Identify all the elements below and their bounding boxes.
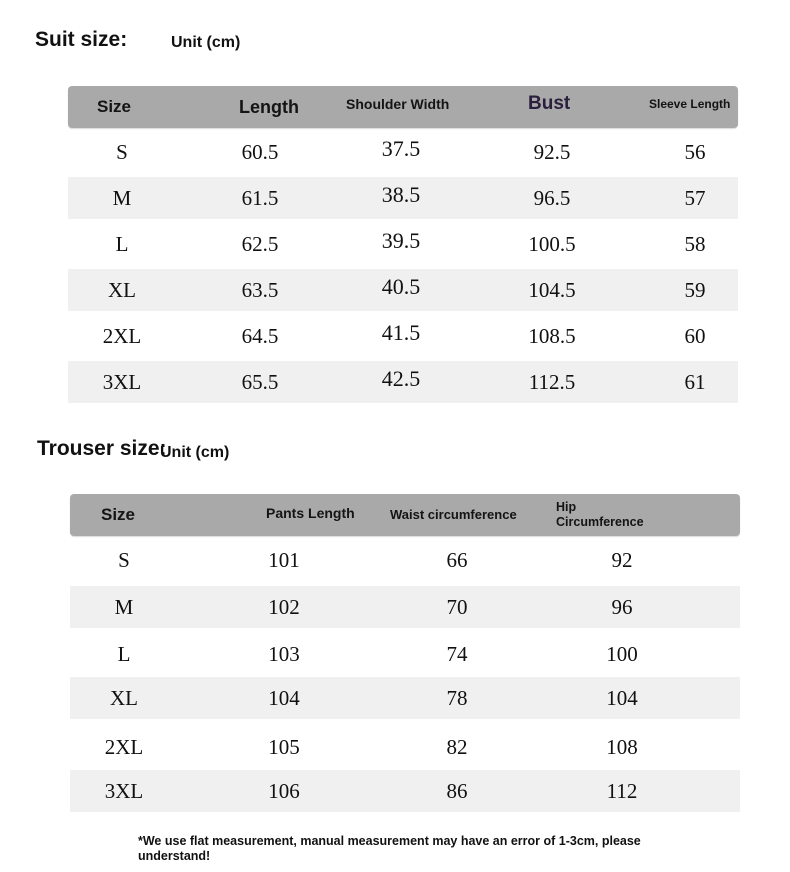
trouser-table-header (70, 494, 740, 536)
trouser-cell-hip: 108 (606, 735, 638, 759)
trouser-cell-hip: 100 (606, 642, 638, 666)
measurement-note: *We use flat measurement, manual measurement may have an error of 1-3cm, please understand! (138, 834, 641, 863)
table-row (68, 177, 738, 219)
suit-cell-shoulder: 37.5 (381, 136, 421, 161)
suit-cell-size: L (115, 232, 129, 256)
suit-table-header (68, 86, 738, 128)
trouser-cell-size: 2XL (104, 735, 144, 759)
trouser-header-pants-length: Pants Length (266, 505, 355, 521)
trouser-cell-waist: 66 (446, 548, 468, 572)
suit-header-bust: Bust (528, 93, 571, 114)
suit-cell-sleeve: 57 (684, 186, 706, 210)
trouser-cell-waist: 86 (446, 779, 468, 803)
suit-cell-shoulder: 38.5 (381, 182, 421, 207)
suit-cell-sleeve: 60 (684, 324, 706, 348)
trouser-cell-pants-length: 102 (268, 595, 300, 619)
trouser-size-title: Trouser size: (37, 437, 167, 460)
trouser-cell-waist: 78 (446, 686, 468, 710)
suit-cell-length: 64.5 (241, 324, 279, 348)
trouser-cell-waist: 82 (446, 735, 468, 759)
trouser-size-table (70, 494, 740, 812)
suit-cell-bust: 112.5 (528, 370, 576, 394)
suit-cell-size: 3XL (102, 370, 142, 394)
trouser-header-waist: Waist circumference (390, 507, 517, 522)
trouser-header-circumference: Circumference (556, 515, 644, 529)
trouser-cell-size: M (114, 595, 134, 619)
suit-header-size: Size (97, 97, 132, 116)
table-row (70, 539, 740, 581)
trouser-cell-waist: 74 (446, 642, 468, 666)
suit-cell-length: 63.5 (241, 278, 279, 302)
suit-cell-bust: 104.5 (528, 278, 576, 302)
trouser-unit-label: Unit (cm) (160, 444, 230, 461)
suit-cell-size: M (112, 186, 132, 210)
trouser-cell-hip: 96 (611, 595, 633, 619)
suit-cell-sleeve: 58 (684, 232, 706, 256)
suit-header-length: Length (239, 97, 299, 117)
table-row (68, 223, 738, 265)
trouser-cell-pants-length: 105 (268, 735, 300, 759)
suit-header-shoulder-width: Shoulder Width (346, 96, 450, 112)
suit-cell-size: XL (108, 278, 136, 302)
suit-cell-bust: 92.5 (533, 140, 571, 164)
suit-cell-length: 65.5 (241, 370, 279, 394)
table-row (68, 131, 738, 173)
suit-cell-length: 60.5 (241, 140, 279, 164)
table-row (70, 770, 740, 812)
trouser-header-size: Size (101, 505, 136, 524)
trouser-cell-pants-length: 104 (268, 686, 300, 710)
suit-cell-length: 62.5 (241, 232, 279, 256)
suit-cell-size: 2XL (102, 324, 142, 348)
table-row (68, 315, 738, 357)
suit-cell-shoulder: 41.5 (381, 320, 421, 345)
table-row (70, 586, 740, 628)
suit-cell-bust: 108.5 (528, 324, 576, 348)
trouser-cell-pants-length: 103 (268, 642, 300, 666)
suit-cell-sleeve: 56 (684, 140, 706, 164)
suit-cell-shoulder: 42.5 (381, 366, 421, 391)
trouser-cell-size: 3XL (104, 779, 144, 803)
trouser-cell-size: XL (110, 686, 138, 710)
suit-size-title: Suit size: (35, 28, 128, 51)
suit-cell-bust: 96.5 (533, 186, 571, 210)
suit-cell-length: 61.5 (241, 186, 279, 210)
suit-cell-shoulder: 40.5 (381, 274, 421, 299)
suit-unit-label: Unit (cm) (171, 34, 241, 51)
trouser-cell-hip: 112 (606, 779, 638, 803)
trouser-cell-size: S (118, 548, 130, 572)
trouser-cell-pants-length: 101 (268, 548, 300, 572)
table-row (70, 633, 740, 675)
suit-header-sleeve-length: Sleeve Length (649, 97, 731, 111)
table-row (68, 361, 738, 403)
table-row (68, 269, 738, 311)
trouser-cell-waist: 70 (446, 595, 468, 619)
table-row (70, 726, 740, 768)
trouser-cell-hip: 92 (611, 548, 633, 572)
suit-cell-shoulder: 39.5 (381, 228, 421, 253)
trouser-cell-size: L (117, 642, 131, 666)
suit-cell-size: S (116, 140, 128, 164)
suit-cell-sleeve: 59 (684, 278, 706, 302)
trouser-cell-pants-length: 106 (268, 779, 300, 803)
trouser-cell-hip: 104 (606, 686, 638, 710)
trouser-header-hip: Hip (556, 500, 577, 514)
suit-cell-sleeve: 61 (684, 370, 706, 394)
suit-size-table (68, 86, 738, 404)
suit-cell-bust: 100.5 (528, 232, 576, 256)
table-row (70, 677, 740, 719)
